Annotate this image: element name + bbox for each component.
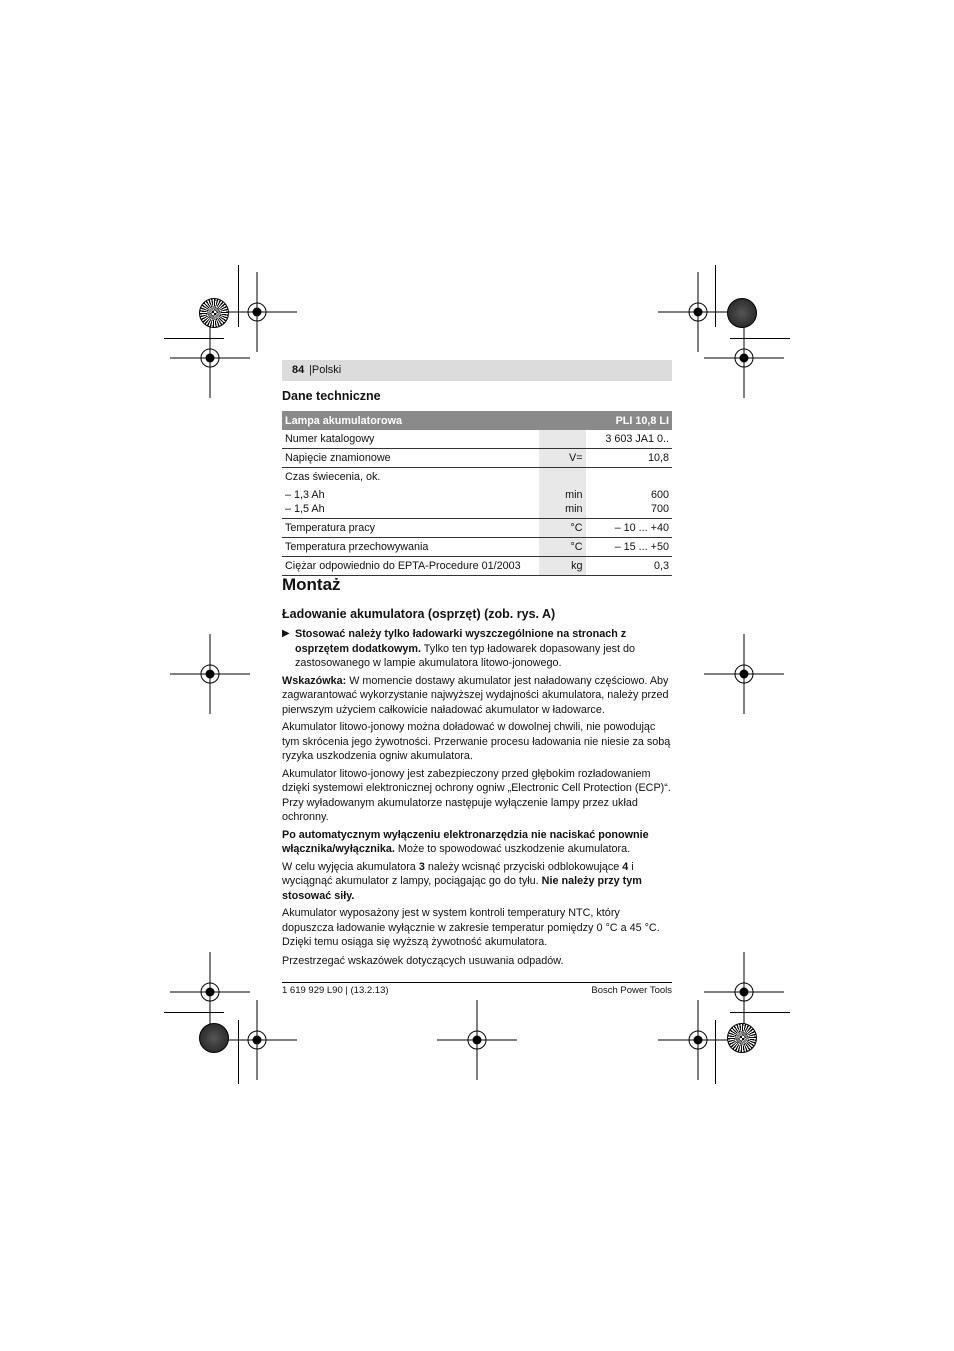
triangle-bullet-icon: ▶ (282, 628, 290, 639)
table-row (282, 449, 672, 468)
registration-mark-icon (437, 1000, 517, 1080)
crop-line (238, 1020, 239, 1084)
paragraph: W celu wyjęcia akumulatora 3 należy wcisnąć przyciski odblokowujące 4 i wyciągnąć akumulator z lampy, pociągając go do tyłu. Nie należy przy tym stosować siły. (282, 860, 642, 902)
color-target-icon (727, 1023, 757, 1053)
table-row (282, 519, 672, 538)
table-cell: – 15 ... +50 (586, 538, 672, 557)
paragraph: Akumulator litowo-jonowy jest zabezpieczony przed głębokim rozładowaniem dzięki systemowi elektronicznej ochrony ogniw „Electronic Cell Protection (ECP)“. Przy wyładowanym akumulatorze następuje wyłączenie lampy przez układ ochronny. (282, 767, 671, 823)
paragraph: Przestrzegać wskazówek dotyczących usuwania odpadów. (282, 954, 564, 967)
table-cell: Ciężar odpowiednio do EPTA-Procedure 01/2003 (282, 557, 539, 576)
table-header-cell: Lampa akumulatorowa (282, 411, 586, 430)
bullet-paragraph: ▶ Stosować należy tylko ładowarki wyszczególnione na stronach z osprzętem dodatkowym. Tylko ten typ ładowarek dopasowany jest do zastosowanego w lampie akumulatora litowo-jonowego. (282, 628, 636, 669)
crop-line (715, 1020, 716, 1084)
section-heading-tech: Dane techniczne (282, 389, 381, 403)
spec-table (282, 411, 672, 576)
table-cell: 0,3 (586, 557, 672, 576)
footer-doc-number: 1 619 929 L90 | (13.2.13) (282, 985, 389, 996)
paragraph: Akumulator wyposażony jest w system kontroli temperatury NTC, który dopuszcza ładowanie wyłącznie w zakresie temperatur pomiędzy 0 °C a 45 °C. Dzięki temu osiąga się wyższą żywotność akumulatora. (282, 907, 660, 948)
page-number: 84 (292, 364, 305, 376)
table-cell: V= (539, 449, 585, 468)
table-row (282, 557, 672, 576)
table-cell: 3 603 JA1 0.. (586, 430, 672, 449)
table-cell: °C (539, 538, 585, 557)
registration-mark-icon (704, 318, 784, 398)
table-cell: °C (539, 519, 585, 538)
table-cell: – 10 ... +40 (586, 519, 672, 538)
crop-line (730, 338, 790, 339)
registration-mark-icon (704, 634, 784, 714)
color-target-icon (199, 1023, 229, 1053)
registration-mark-icon (170, 318, 250, 398)
table-cell: Temperatura przechowywania (282, 538, 539, 557)
footer-brand: Bosch Power Tools (591, 985, 672, 996)
warning-paragraph: Po automatycznym wyłączeniu elektronarzędzia nie naciskać ponownie włącznika/wyłącznika. Może to spowodować uszkodzenie akumulatora. (282, 828, 649, 855)
paragraph: Akumulator litowo-jonowy można doładować w dowolnej chwili, nie powodując tym skrócenia jego żywotności. Przerwanie procesu ładowania nie niesie za sobą ryzyka uszkodzenia ogniw akumulatora. (282, 721, 671, 762)
crop-line (730, 1012, 790, 1013)
table-row (282, 468, 672, 519)
table-cell: Napięcie znamionowe (282, 449, 539, 468)
table-cell: Temperatura pracy (282, 519, 539, 538)
table-cell: 600 700 (586, 468, 672, 519)
note-paragraph: Wskazówka: W momencie dostawy akumulator jest naładowany częściowo. Aby zagwarantować wykorzystanie najwyższej wydajności akumulatora, należy przed pierwszym użyciem całkowicie naładować akumulator w ładowarce. (282, 674, 669, 716)
table-cell (539, 430, 585, 449)
table-cell: 10,8 (586, 449, 672, 468)
color-target-icon (199, 298, 229, 328)
table-row (282, 430, 672, 449)
table-cell: kg (539, 557, 585, 576)
registration-mark-icon (658, 1000, 738, 1080)
footer-divider (282, 982, 672, 983)
registration-mark-icon (217, 1000, 297, 1080)
body-text (282, 627, 672, 971)
page-header (282, 360, 672, 381)
table-cell: Czas świecenia, ok. – 1,3 Ah – 1,5 Ah (282, 468, 539, 519)
table-cell: min min (539, 468, 585, 519)
table-cell: Numer katalogowy (282, 430, 539, 449)
table-header-row (282, 411, 672, 430)
crop-line (164, 338, 224, 339)
color-target-icon (727, 298, 757, 328)
page-language: |Polski (309, 364, 342, 376)
crop-line (164, 1012, 224, 1013)
section-heading-montaz: Montaż (282, 575, 341, 594)
registration-mark-icon (170, 634, 250, 714)
table-header-cell: PLI 10,8 LI (586, 411, 672, 430)
table-row (282, 538, 672, 557)
crop-line (238, 265, 239, 327)
crop-line (715, 265, 716, 327)
subsection-heading: Ładowanie akumulatora (osprzęt) (zob. rys. A) (282, 607, 556, 621)
